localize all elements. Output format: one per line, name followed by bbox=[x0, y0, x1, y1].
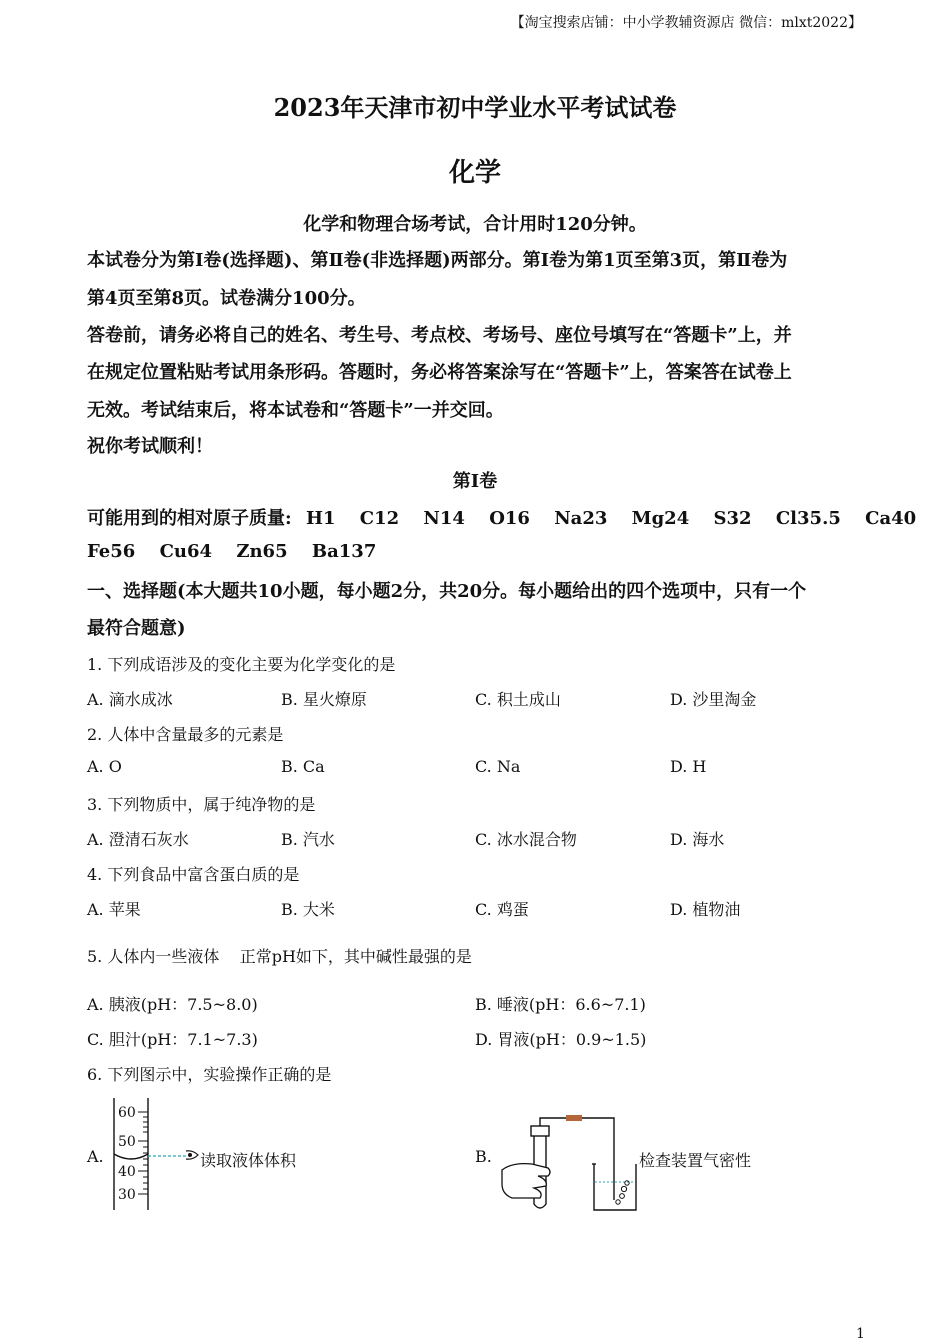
rubber-joint bbox=[566, 1115, 582, 1121]
intro-line-7: 祝你考试顺利！ bbox=[87, 436, 213, 457]
graduated-cylinder-diagram bbox=[108, 1096, 200, 1214]
question-5-stem: 5. 人体内一些液体 正常pH如下，其中碱性最强的是 bbox=[87, 947, 472, 966]
intro-line-4: 答卷前，请务必将自己的姓名、考生号、考点校、考场号、座位号填写在“答题卡”上，并 bbox=[87, 325, 792, 346]
intro-line-1: 化学和物理合场考试，合计用时120分钟。 bbox=[303, 214, 647, 235]
atomic-mass-item: H1 bbox=[305, 508, 336, 529]
page-number: 1 bbox=[856, 1326, 865, 1342]
question-6-option-a-label: A. bbox=[87, 1147, 104, 1166]
rubber-stopper bbox=[531, 1126, 549, 1136]
atomic-mass-item: S32 bbox=[713, 508, 752, 529]
exam-title: 2023年天津市初中学业水平考试试卷 bbox=[273, 93, 677, 122]
atomic-mass-item: Ba137 bbox=[311, 541, 377, 562]
eye-icon bbox=[186, 1151, 198, 1159]
cylinder-tick-label: 30 bbox=[118, 1187, 136, 1203]
question-3-option-c: C. 冰水混合物 bbox=[475, 830, 577, 849]
header-note: 【淘宝搜索店铺：中小学教辅资源店 微信：mlxt2022】 bbox=[510, 15, 862, 31]
part1-line-2: 最符合题意) bbox=[87, 618, 186, 639]
question-4-stem: 4. 下列食品中富含蛋白质的是 bbox=[87, 865, 300, 884]
cylinder-tick-label: 50 bbox=[118, 1134, 136, 1150]
question-1-option-c: C. 积土成山 bbox=[475, 690, 561, 709]
question-3-option-d: D. 海水 bbox=[670, 830, 725, 849]
intro-line-5: 在规定位置粘贴考试用条形码。答题时，务必将答案涂写在“答题卡”上，答案答在试卷上 bbox=[87, 362, 792, 383]
question-6-option-a-caption: 读取液体体积 bbox=[200, 1151, 297, 1170]
question-4-option-b: B. 大米 bbox=[281, 900, 335, 919]
atomic-mass-item: N14 bbox=[423, 508, 465, 529]
subject-title: 化学 bbox=[448, 158, 501, 188]
liquid-meniscus bbox=[114, 1154, 148, 1159]
question-6-stem: 6. 下列图示中，实验操作正确的是 bbox=[87, 1065, 332, 1084]
question-1-option-a: A. 滴水成冰 bbox=[87, 690, 173, 709]
question-2-option-c: C. Na bbox=[475, 757, 521, 776]
question-1-stem: 1. 下列成语涉及的变化主要为化学变化的是 bbox=[87, 655, 396, 674]
question-1-option-b: B. 星火燎原 bbox=[281, 690, 367, 709]
hand-icon bbox=[502, 1164, 550, 1198]
atomic-mass-item: Cu64 bbox=[159, 541, 213, 562]
question-4-option-c: C. 鸡蛋 bbox=[475, 900, 529, 919]
question-3-option-a: A. 澄清石灰水 bbox=[87, 830, 189, 849]
question-3-option-b: B. 汽水 bbox=[281, 830, 335, 849]
atomic-mass-row-1 bbox=[87, 504, 934, 530]
question-6-option-b-label: B. bbox=[475, 1147, 492, 1166]
beaker bbox=[594, 1164, 636, 1210]
question-4-option-d: D. 植物油 bbox=[670, 900, 741, 919]
intro-line-3: 第4页至第8页。试卷满分100分。 bbox=[87, 288, 366, 309]
question-2-option-b: B. Ca bbox=[281, 757, 325, 776]
atomic-mass-item: O16 bbox=[489, 508, 530, 529]
atomic-mass-row-2 bbox=[87, 541, 394, 562]
question-5-option-d: D. 胃液(pH：0.9~1.5) bbox=[475, 1030, 647, 1049]
atomic-mass-item: Cl35.5 bbox=[775, 508, 841, 529]
atomic-mass-item: Na23 bbox=[554, 508, 608, 529]
part1-line-1: 一、选择题(本大题共10小题，每小题2分，共20分。每小题给出的四个选项中，只有一个 bbox=[87, 581, 807, 602]
airtightness-apparatus-diagram bbox=[498, 1110, 640, 1214]
atomic-mass-item: C12 bbox=[359, 508, 400, 529]
section-title: 第Ⅰ卷 bbox=[452, 471, 498, 492]
question-6-option-b-caption: 检查装置气密性 bbox=[639, 1151, 752, 1170]
question-5-option-a: A. 胰液(pH：7.5~8.0) bbox=[87, 995, 258, 1014]
atomic-mass-item: Zn65 bbox=[236, 541, 288, 562]
question-2-option-a: A. O bbox=[87, 757, 122, 776]
question-3-stem: 3. 下列物质中，属于纯净物的是 bbox=[87, 795, 316, 814]
question-5-option-b: B. 唾液(pH：6.6~7.1) bbox=[475, 995, 646, 1014]
cylinder-tick-label: 60 bbox=[118, 1105, 136, 1121]
question-2-stem: 2. 人体中含量最多的元素是 bbox=[87, 725, 284, 744]
atomic-mass-item: Fe56 bbox=[87, 541, 136, 562]
question-4-option-a: A. 苹果 bbox=[87, 900, 141, 919]
intro-line-2: 本试卷分为第Ⅰ卷(选择题)、第Ⅱ卷(非选择题)两部分。第Ⅰ卷为第1页至第3页，第Ⅱ卷为 bbox=[87, 250, 788, 271]
cylinder-tick-label: 40 bbox=[118, 1164, 136, 1180]
cylinder-scale-ticks bbox=[138, 1112, 148, 1194]
intro-line-6: 无效。考试结束后，将本试卷和“答题卡”一并交回。 bbox=[87, 400, 504, 421]
gas-bubbles bbox=[616, 1181, 629, 1204]
question-5-option-c: C. 胆汁(pH：7.1~7.3) bbox=[87, 1030, 258, 1049]
atomic-mass-label: 可能用到的相对原子质量: bbox=[87, 508, 292, 529]
question-2-option-d: D. H bbox=[670, 757, 707, 776]
delivery-tube bbox=[540, 1118, 614, 1200]
atomic-mass-item: Ca40 bbox=[865, 508, 917, 529]
question-1-option-d: D. 沙里淘金 bbox=[670, 690, 757, 709]
atomic-mass-item: Mg24 bbox=[631, 508, 690, 529]
